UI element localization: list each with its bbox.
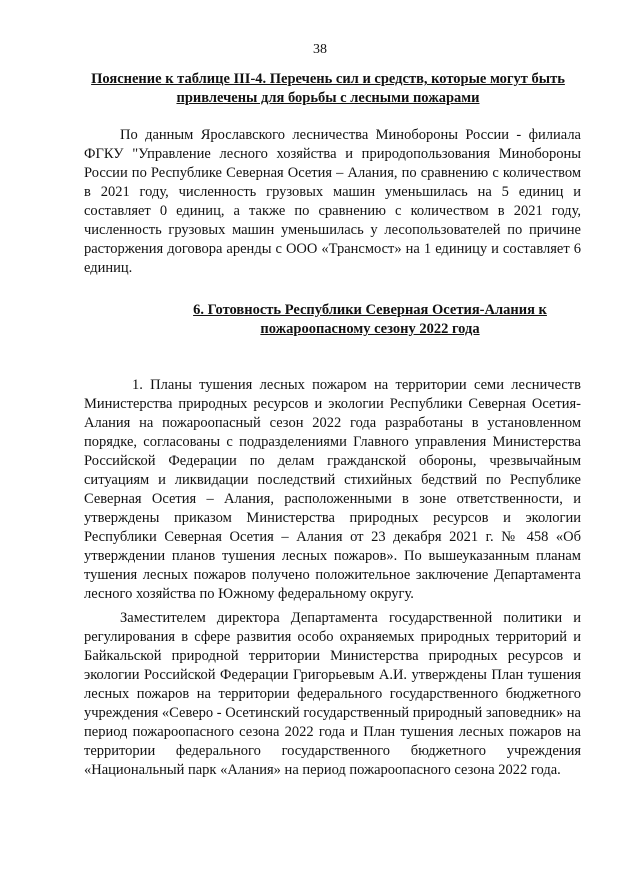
chapter-heading-line-1: 6. Готовность Республики Северная Осетия-Алания к <box>193 302 547 318</box>
chapter-heading-line-2: пожароопасному сезону 2022 года <box>260 321 480 337</box>
paragraph-fire-plans: 1. Планы тушения лесных пожаром на территории семи лесничеств Министерства природных ресурсов и экологии Республики Северная Осетия-Алания на пожароопасный сезон 2022 года разработаны в установленном порядке, согласованы с подразделениями Главного управления Министерства Российской Федерации по делам гражданской обороны, чрезвычайным ситуациям и ликвидации последствий стихийных бедствий по Республике Северная Осетия – Алания, расположенными в зоне ответственности, и утверждены приказом Министерства природных ресурсов и экологии Республики Северная Осетия – Алания от 23 декабря 2021 г. № 458 «Об утверждении планов тушения лесных пожаров». По вышеуказанным планам тушения лесных пожаров получено положительное заключение Департамента лесного хозяйства по Южному федеральному округу. <box>84 377 581 602</box>
paragraph-forces-explanation: По данным Ярославского лесничества Минобороны России - филиала ФГКУ "Управление лесного хозяйства и природопользования Минобороны России по Республике Северная Осетия – Алания, по сравнению с количеством в 2021 году, численность грузовых машин уменьшилась на 5 единиц и составляет 0 единиц, а также по сравнению с количеством в 2021 году, численность грузовых машин уменьшилась у лесопользователей по причине расторжения договора аренды с ООО «Трансмост» на 1 единицу и составляет 6 единиц. <box>84 127 581 276</box>
paragraph-deputy-approval: Заместителем директора Департамента государственной политики и регулирования в сфере развития особо охраняемых природных территорий и Байкальской природной территории Министерства природных ресурсов и экологии Российской Федерации Григорьевым А.И. утверждены План тушения лесных пожаров на территории федерального государственного бюджетного учреждения «Северо - Осетинский государственный природный заповедник» на период пожароопасного сезона 2022 года и План тушения лесных пожаров на территории федерального государственного бюджетного учреждения «Национальный парк «Алания» на период пожароопасного сезона 2022 года. <box>84 610 581 778</box>
page-number: 38 <box>313 42 327 57</box>
chapter-heading <box>150 301 590 339</box>
section-heading: Пояснение к таблице III-4. Перечень сил и средств, которые могут быть привлечены для борьбы с лесными пожарами <box>91 71 565 106</box>
